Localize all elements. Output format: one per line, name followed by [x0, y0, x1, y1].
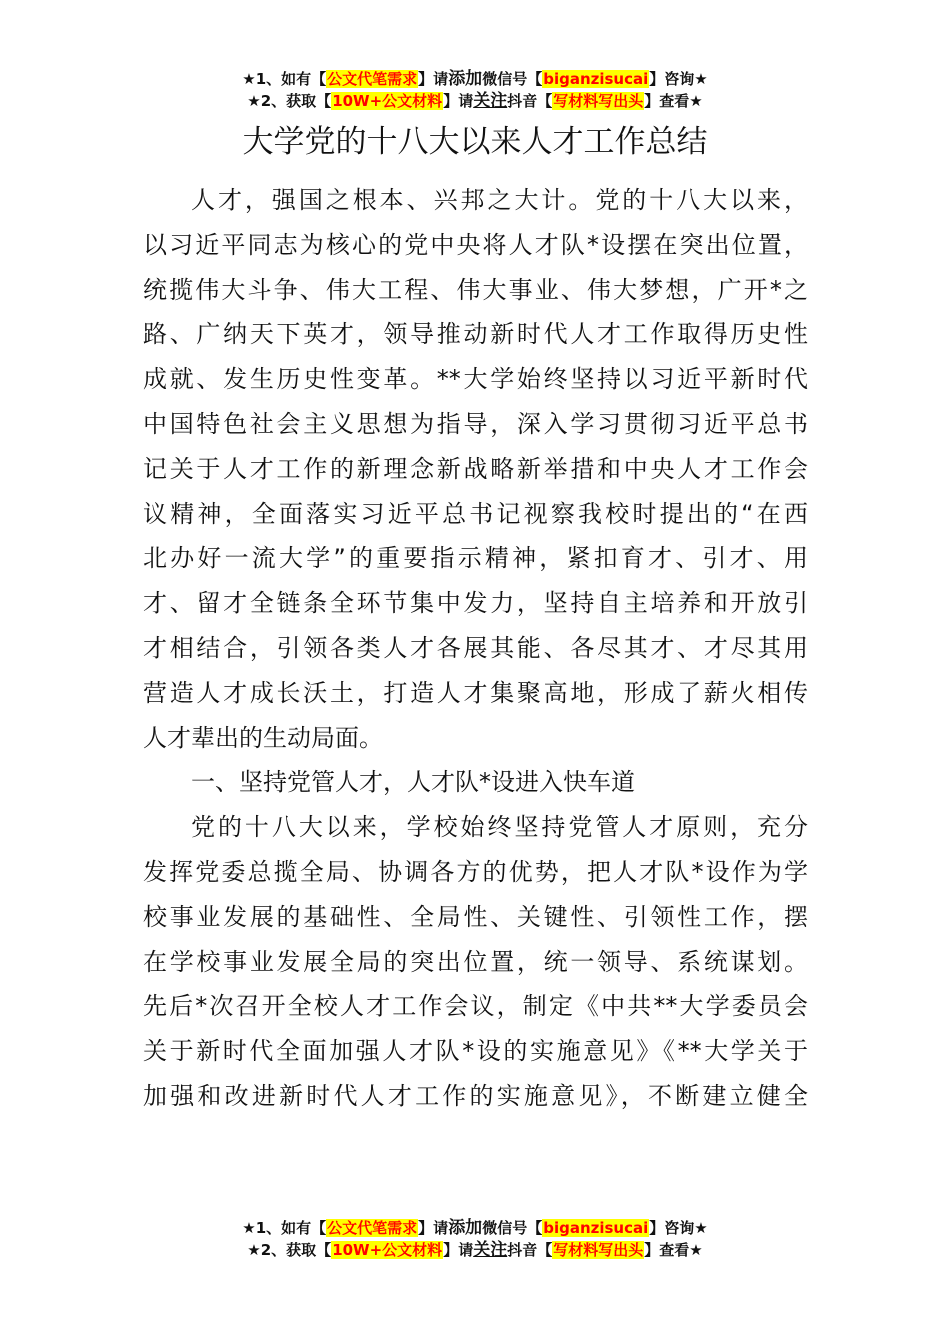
banner-line-2 — [0, 90, 950, 112]
text-line: 人才，强国之根本、兴邦之大计。党的十八大以来， — [191, 186, 808, 214]
banner-text: 】咨询★ — [649, 1219, 708, 1237]
text-line: 以习近平同志为核心的党中央将人才队*设摆在突出位置， — [143, 230, 808, 259]
banner-emphasis: 关注 — [473, 1240, 508, 1260]
banner-douyin-id: 写材料写出头 — [553, 92, 644, 110]
banner-text: ★2、获取【 — [247, 1241, 332, 1259]
banner-text: 抖音【 — [507, 92, 553, 110]
banner-text: ★1、如有【 — [242, 1219, 327, 1237]
banner-line-2 — [0, 1239, 950, 1261]
text-line: 发挥党委总揽全局、协调各方的优势，把人才队*设作为学 — [143, 857, 808, 886]
text-line: 在学校事业发展全局的突出位置，统一领导、系统谋划。 — [143, 947, 808, 976]
banner-text: 】请 — [443, 92, 474, 110]
text-line: 记关于人才工作的新理念新战略新举措和中央人才工作会 — [143, 454, 808, 483]
paragraph-1 — [143, 178, 808, 760]
text-line: 先后*次召开全校人才工作会议，制定《中共**大学委员会 — [143, 992, 808, 1021]
banner-text: 】咨询★ — [649, 70, 708, 88]
banner-text: 】请 — [418, 1219, 449, 1237]
banner-emphasis: 添加 — [448, 69, 483, 89]
text-line: 营造人才成长沃土，打造人才集聚高地，形成了薪火相传 — [143, 678, 808, 707]
text-line: 统揽伟大斗争、伟大工程、伟大事业、伟大梦想，广开*之 — [143, 275, 808, 304]
banner-line-1 — [0, 1217, 950, 1239]
banner-text: 】请 — [443, 1241, 474, 1259]
banner-text: ★1、如有【 — [242, 70, 327, 88]
text-line: 议精神，全面落实习近平总书记视察我校时提出的“在西 — [143, 499, 808, 528]
banner-emphasis: 添加 — [448, 1218, 483, 1238]
text-line: 才、留才全链条全环节集中发力，坚持自主培养和开放引 — [143, 589, 808, 618]
document-title: 大学党的十八大以来人才工作总结 — [242, 124, 708, 160]
text-line: 关于新时代全面加强人才队*设的实施意见》《**大学关于 — [143, 1037, 808, 1066]
text-line: 北办好一流大学”的重要指示精神，紧扣育才、引才、用 — [143, 544, 808, 573]
section-heading: 一、坚持党管人才，人才队*设进入快车道 — [191, 768, 635, 797]
text-line: 加强和改进新时代人才工作的实施意见》，不断建立健全 — [143, 1081, 808, 1110]
header-banner — [0, 68, 950, 112]
banner-text: 抖音【 — [507, 1241, 553, 1259]
banner-text: 微信号【 — [482, 1219, 543, 1237]
text-line: 才相结合，引领各类人才各展其能、各尽其才、才尽其用 — [143, 633, 808, 662]
banner-text: 】查看★ — [644, 92, 703, 110]
text-line: 路、广纳天下英才，领导推动新时代人才工作取得历史性 — [143, 320, 808, 349]
footer-banner — [0, 1217, 950, 1261]
banner-wechat-id: biganzisucai — [543, 70, 649, 88]
text-line: 人才辈出的生动局面。 — [143, 723, 383, 752]
banner-emphasis: 关注 — [473, 91, 508, 111]
text-line: 中国特色社会主义思想为指导，深入学习贯彻习近平总书 — [143, 409, 808, 438]
paragraph-2 — [143, 805, 808, 1119]
text-line: 党的十八大以来，学校始终坚持党管人才原则，充分 — [191, 813, 808, 842]
banner-text: 】查看★ — [644, 1241, 703, 1259]
banner-line-1 — [0, 68, 950, 90]
banner-highlight: 10W+公文材料 — [332, 1241, 443, 1259]
text-line: 校事业发展的基础性、全局性、关键性、引领性工作，摆 — [143, 902, 808, 931]
banner-wechat-id: biganzisucai — [543, 1219, 649, 1237]
text-line: 成就、发生历史性变革。**大学始终坚持以习近平新时代 — [143, 365, 808, 394]
banner-text: 】请 — [418, 70, 449, 88]
banner-highlight: 10W+公文材料 — [332, 92, 443, 110]
document-body — [143, 178, 808, 1119]
banner-highlight: 公文代笔需求 — [327, 70, 418, 88]
banner-text: ★2、获取【 — [247, 92, 332, 110]
banner-text: 微信号【 — [482, 70, 543, 88]
banner-douyin-id: 写材料写出头 — [553, 1241, 644, 1259]
banner-highlight: 公文代笔需求 — [327, 1219, 418, 1237]
